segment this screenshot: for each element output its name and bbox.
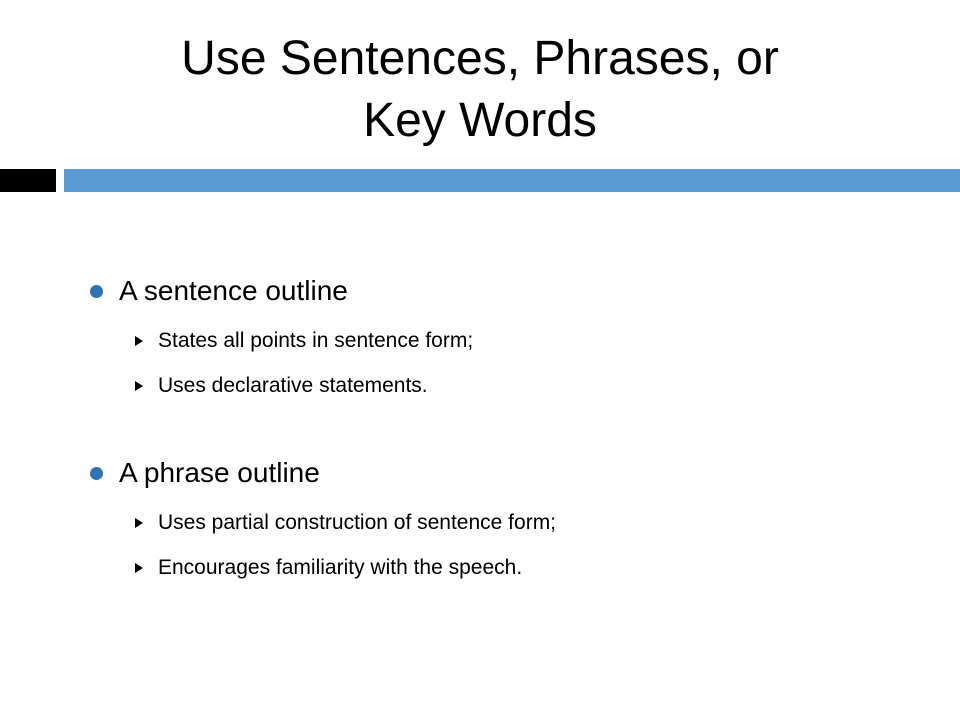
bullet-level-1 [88,272,908,310]
triangle-bullet-icon [135,518,143,528]
bullet-heading: A sentence outline [119,275,348,306]
slide-title [60,28,900,152]
outline-section [88,454,908,582]
outline-section [88,272,908,400]
title-rule-dark-block [0,169,56,192]
bullet-level-2 [135,554,908,582]
bullet-text: Uses partial construction of sentence form; [158,511,557,534]
bullet-level-2 [135,327,908,355]
bullet-level-1 [88,454,908,492]
title-rule-accent-bar [64,169,960,192]
bullet-level-2 [135,372,908,400]
round-bullet-icon [90,467,103,480]
bullet-level-2 [135,509,908,537]
triangle-bullet-icon [135,336,143,346]
bullet-text: States all points in sentence form; [158,329,474,352]
bullet-heading: A phrase outline [119,457,320,488]
triangle-bullet-icon [135,563,143,573]
bullet-text: Uses declarative statements. [158,374,428,397]
round-bullet-icon [90,285,103,298]
slide-body [88,272,908,636]
triangle-bullet-icon [135,381,143,391]
title-line: Key Words [363,94,597,147]
title-line: Use Sentences, Phrases, or [181,32,779,85]
bullet-text: Encourages familiarity with the speech. [158,556,523,579]
